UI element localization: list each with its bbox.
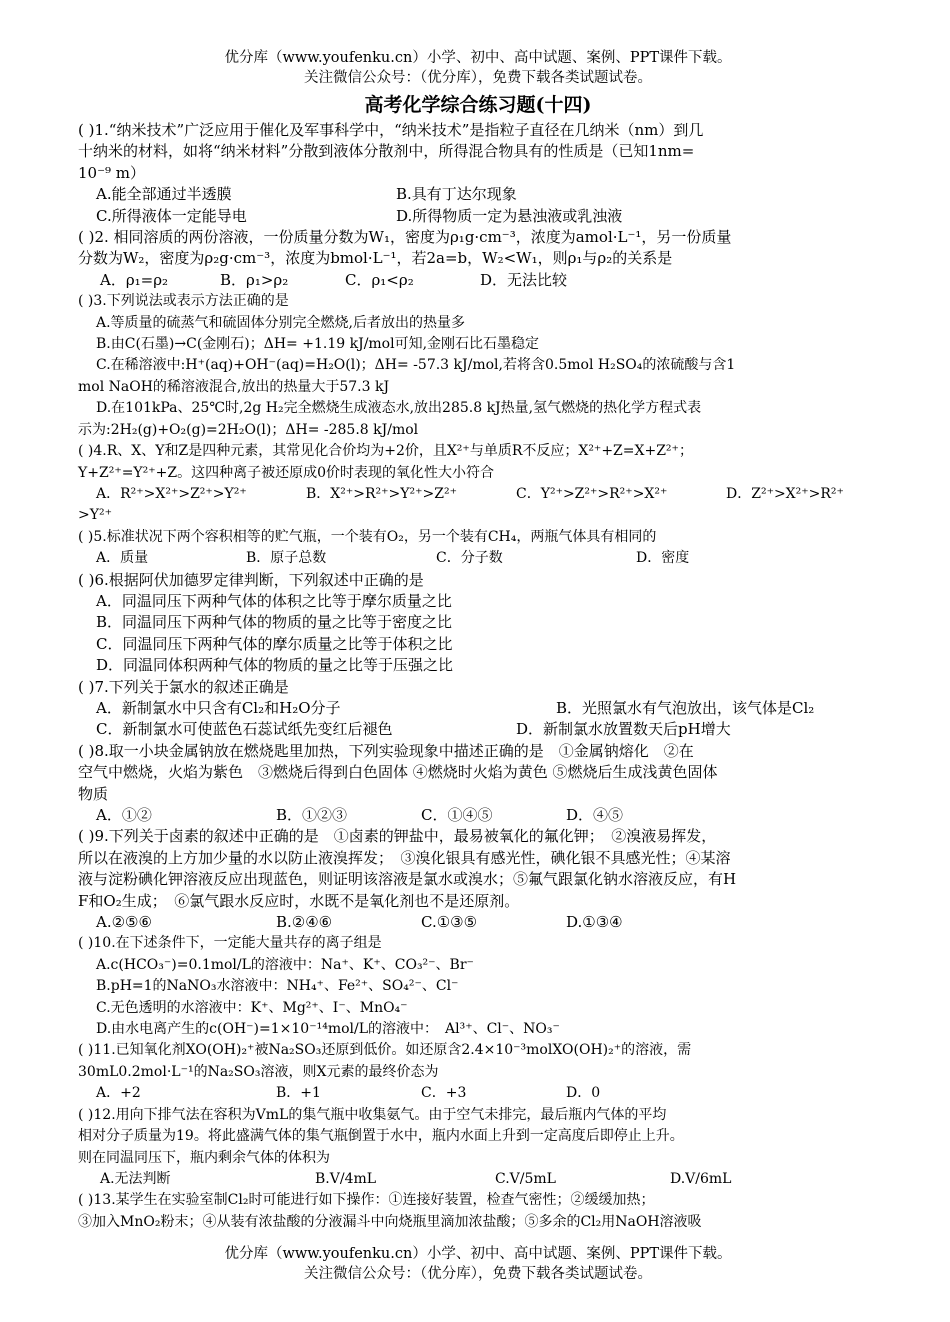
- question-stem-line: ( )7.下列关于氯水的叙述正确是: [78, 677, 289, 696]
- question-stem-line: ( )10.在下述条件下，一定能大量共存的离子组是: [78, 935, 382, 952]
- option-a: A.等质量的硫蒸气和硫固体分别完全燃烧,后者放出的热量多: [96, 314, 466, 331]
- option-b: B．ρ₁>ρ₂: [220, 270, 289, 289]
- document-page: [78, 48, 878, 1233]
- option-c-cont: mol NaOH的稀溶液混合,放出的热量大于57.3 kJ: [78, 378, 390, 395]
- question-5: [78, 527, 878, 570]
- question-stem-line: 30mL0.2mol·L⁻¹的Na₂SO₃溶液，则X元素的最终价态为: [78, 1063, 439, 1080]
- option-c: C.无色透明的水溶液中：K⁺、Mg²⁺、I⁻、MnO₄⁻: [96, 999, 408, 1016]
- option-c: C．+3: [421, 1085, 467, 1102]
- option-c: C．①④⑤: [421, 806, 493, 824]
- question-2: [78, 227, 878, 291]
- question-4: [78, 441, 878, 527]
- option-d-cont: >Y²⁺: [78, 507, 112, 524]
- question-10: [78, 933, 878, 1040]
- question-stem-line: ( )11.已知氧化剂XO(OH)₂⁺被Na₂SO₃还原到低价。如还原含2.4×10⁻³molXO(OH)₂⁺的溶液，需: [78, 1042, 692, 1059]
- question-12: [78, 1105, 878, 1191]
- question-stem-line: 则在同温同压下，瓶内剩余气体的体积为: [78, 1149, 330, 1166]
- question-stem-line: 相对分子质量为19。将此盛满气体的集气瓶倒置于水中，瓶内水面上升到一定高度后即停止上升。: [78, 1128, 684, 1145]
- option-c: C．Y²⁺>Z²⁺>R²⁺>X²⁺: [516, 485, 668, 502]
- question-stem-line: 10⁻⁹ m）: [78, 163, 146, 182]
- option-b: B.具有丁达尔现象: [396, 185, 517, 204]
- option-d: D.由水电离产生的c(OH⁻)=1×10⁻¹⁴mol/L的溶液中： Al³⁺、Cl⁻、NO₃⁻: [96, 1021, 560, 1038]
- page-title: 高考化学综合练习题(十四): [364, 94, 592, 116]
- question-stem-line: ( )4.R、X、Y和Z是四种元素，其常见化合价均为+2价，且X²⁺与单质R不反应；X²⁺+Z=X+Z²⁺；: [78, 443, 693, 460]
- option-d: D.①③④: [566, 913, 623, 932]
- question-stem-line: ( )12.用向下排气法在容积为VmL的集气瓶中收集氨气。由于空气未排完，最后瓶内气体的平均: [78, 1106, 667, 1123]
- option-d: D．Z²⁺>X²⁺>R²⁺: [726, 485, 844, 502]
- option-a: A．同温同压下两种气体的体积之比等于摩尔质量之比: [96, 591, 452, 610]
- option-d: D.所得物质一定为悬浊液或乳浊液: [396, 206, 623, 225]
- option-b: B．①②③: [276, 806, 348, 824]
- option-b: B.②④⑥: [276, 913, 333, 932]
- option-c: C.V/5mL: [495, 1170, 556, 1187]
- question-options: [78, 1083, 878, 1104]
- question-1: [78, 120, 878, 227]
- header-line-2: 关注微信公众号：（优分库），免费下载各类试题试卷。: [304, 70, 652, 86]
- question-options: [78, 1169, 878, 1190]
- question-stem-line: 十纳米的材料，如将“纳米材料”分散到液体分散剂中，所得混合物具有的性质是（已知1nm=: [78, 142, 695, 161]
- question-9: [78, 826, 878, 933]
- option-a: A.无法判断: [100, 1170, 171, 1187]
- option-a: A．+2: [96, 1085, 141, 1102]
- option-a: A.②⑤⑥: [96, 913, 152, 932]
- option-a: A．质量: [96, 550, 149, 567]
- option-c: C．新制氯水可使蓝色石蕊试纸先变红后褪色: [96, 720, 393, 739]
- question-stem-line: 分数为W₂，密度为ρ₂g·cm⁻³，浓度为bmol·L⁻¹，若2a=b，W₂<W₁，则ρ₁与ρ₂的关系是: [78, 249, 673, 268]
- question-stem-line: F和O₂生成； ⑥氯气跟水反应时，水既不是氧化剂也不是还原剂。: [78, 891, 520, 910]
- option-d-cont: 示为:2H₂(g)+O₂(g)=2H₂O(l)；ΔH= -285.8 kJ/mol: [78, 421, 419, 438]
- option-a: A．①②: [96, 806, 152, 824]
- option-c: C.所得液体一定能导电: [96, 206, 247, 225]
- question-options: [78, 912, 878, 933]
- page-header: [78, 48, 878, 88]
- option-a: A.c(HCO₃⁻)=0.1mol/L的溶液中：Na⁺、K⁺、CO₃²⁻、Br⁻: [96, 956, 474, 973]
- question-options: [78, 805, 878, 826]
- option-a: A.能全部通过半透膜: [96, 185, 232, 204]
- header-line-1: 优分库（www.youfenku.cn）小学、初中、高中试题、案例、PPT课件下载。: [224, 50, 732, 66]
- question-options: [78, 548, 878, 569]
- option-b: B．原子总数: [246, 550, 327, 567]
- option-c: C．同温同压下两种气体的摩尔质量之比等于体积之比: [96, 634, 453, 653]
- option-c: C．ρ₁<ρ₂: [345, 270, 414, 289]
- question-stem-line: ( )3.下列说法或表示方法正确的是: [78, 293, 289, 310]
- option-d: D.V/6mL: [670, 1170, 732, 1187]
- option-b: B.V/4mL: [315, 1170, 377, 1187]
- question-8: [78, 741, 878, 827]
- option-a: A．ρ₁=ρ₂: [100, 270, 169, 289]
- option-d: D．0: [566, 1085, 601, 1102]
- question-options: [78, 698, 878, 719]
- question-stem-line: ( )2. 相同溶质的两份溶液，一份质量分数为W₁，密度为ρ₁g·cm⁻³，浓度为amol·L⁻¹，另一份质量: [78, 228, 732, 247]
- question-stem-line: ③加入MnO₂粉末；④从装有浓盐酸的分液漏斗中向烧瓶里滴加浓盐酸；⑤多余的Cl₂用NaOH溶液吸: [78, 1213, 702, 1230]
- question-stem-line: ( )8.取一小块金属钠放在燃烧匙里加热，下列实验现象中描述正确的是 ①金属钠熔化 ②在: [78, 741, 694, 760]
- option-b: B.pH=1的NaNO₃水溶液中：NH₄⁺、Fe²⁺、SO₄²⁻、Cl⁻: [96, 978, 459, 995]
- question-stem-line: 液与淀粉碘化钾溶液反应出现蓝色，则证明该溶液是氯水或溴水；⑤氟气跟氯化钠水溶液反应，有H: [78, 870, 737, 889]
- option-b: B．X²⁺>R²⁺>Y²⁺>Z²⁺: [306, 485, 457, 502]
- option-a: A．新制氯水中只含有Cl₂和H₂O分子: [96, 698, 341, 717]
- question-options: [78, 270, 878, 291]
- question-stem-line: 空气中燃烧，火焰为紫色 ③燃烧后得到白色固体 ④燃烧时火焰为黄色 ⑤燃烧后生成浅黄色固体: [78, 763, 718, 782]
- question-stem-line: 所以在液溴的上方加少量的水以防止液溴挥发； ③溴化银具有感光性，碘化银不具感光性；④某溶: [78, 848, 731, 867]
- footer-line-2: 关注微信公众号：（优分库），免费下载各类试题试卷。: [304, 1266, 652, 1282]
- question-options: [78, 484, 878, 505]
- option-d: D．无法比较: [480, 270, 568, 289]
- option-d: D.在101kPa、25℃时,2g H₂完全燃烧生成液态水,放出285.8 kJ热量,氢气燃烧的热化学方程式表: [96, 400, 702, 417]
- option-d: D．同温同体积两种气体的物质的量之比等于压强之比: [96, 656, 454, 675]
- question-stem-line: ( )6.根据阿伏加德罗定律判断，下列叙述中正确的是: [78, 570, 424, 589]
- option-d: D．④⑤: [566, 806, 624, 824]
- question-options: [78, 184, 878, 227]
- question-stem-line: ( )13.某学生在实验室制Cl₂时可能进行如下操作：①连接好装置，检查气密性；②缓缓加热；: [78, 1192, 655, 1209]
- footer-line-1: 优分库（www.youfenku.cn）小学、初中、高中试题、案例、PPT课件下载。: [224, 1246, 732, 1262]
- option-b: B.由C(石墨)→C(金刚石)；ΔH= +1.19 kJ/mol可知,金刚石比石墨稳定: [96, 336, 540, 353]
- option-b: B．光照氯水有气泡放出，该气体是Cl₂: [556, 698, 815, 717]
- question-11: [78, 1040, 878, 1104]
- option-c: C.①③⑤: [421, 913, 478, 932]
- question-stem-line: ( )5.标准状况下两个容积相等的贮气瓶，一个装有O₂，另一个装有CH₄，两瓶气体具有相同的: [78, 528, 657, 545]
- question-stem-line: ( )1.“纳米技术”广泛应用于催化及军事科学中，“纳米技术”是指粒子直径在几纳米（nm）到几: [78, 121, 704, 139]
- question-7: [78, 677, 878, 741]
- option-a: A．R²⁺>X²⁺>Z²⁺>Y²⁺: [96, 485, 247, 502]
- option-b: B．+1: [276, 1085, 321, 1102]
- question-options: [78, 719, 878, 740]
- page-footer: [78, 1244, 878, 1284]
- question-stem-line: ( )9.下列关于卤素的叙述中正确的是 ①卤素的钾盐中，最易被氧化的氟化钾； ②溴液易挥发，: [78, 827, 717, 846]
- question-6: [78, 570, 878, 677]
- option-c: C.在稀溶液中:H⁺(aq)+OH⁻(aq)=H₂O(l)；ΔH= -57.3 kJ/mol,若将含0.5mol H₂SO₄的浓硫酸与含1: [96, 357, 736, 374]
- option-b: B．同温同压下两种气体的物质的量之比等于密度之比: [96, 613, 453, 632]
- question-13: [78, 1190, 878, 1233]
- question-stem-line: Y+Z²⁺=Y²⁺+Z。这四种离子被还原成0价时表现的氧化性大小符合: [78, 464, 495, 481]
- option-d: D．新制氯水放置数天后pH增大: [516, 720, 731, 739]
- question-3: [78, 291, 878, 441]
- option-d: D．密度: [636, 550, 690, 567]
- option-c: C．分子数: [436, 550, 503, 567]
- question-stem-line: 物质: [78, 784, 109, 803]
